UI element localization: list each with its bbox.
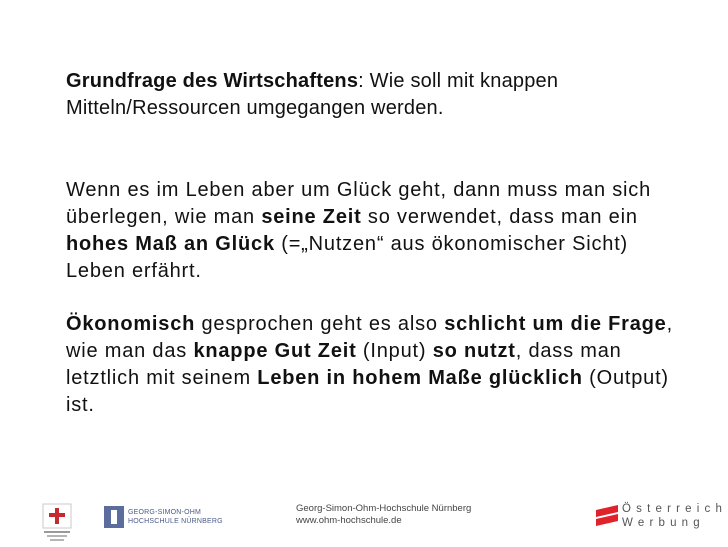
bold-phrase: Ökonomisch	[66, 313, 196, 335]
paragraph-economic-view	[66, 311, 686, 419]
text-run: gesprochen geht es also	[195, 313, 445, 335]
austria-flag-icon	[594, 504, 620, 532]
text-run: Wenn es im Leben aber um Glück geht, dann muss man sich überlegen, wie man	[66, 179, 652, 228]
bold-phrase: schlicht um die Frage	[444, 313, 667, 335]
text-run: , dass man letztlich mit seinem	[66, 340, 622, 389]
ohm-logo-line: GEORG-SIMON-OHM	[128, 509, 201, 516]
text-run: (Input)	[356, 340, 433, 362]
bold-phrase: knappe Gut Zeit	[193, 340, 357, 362]
partner-logo-icon	[40, 502, 74, 542]
oesterreich-werbung-logo	[594, 502, 728, 534]
bold-phrase: seine Zeit	[261, 206, 362, 228]
footer	[0, 492, 728, 546]
bold-phrase: Leben in hohem Maße glücklich	[257, 367, 583, 389]
text-run: , wie man das	[66, 313, 673, 362]
institution-name: Georg-Simon-Ohm-Hochschule Nürnberg	[296, 503, 472, 514]
text-run: (Output) ist.	[66, 367, 669, 416]
ow-line: Österreich	[622, 503, 728, 515]
partner-logo	[40, 502, 74, 542]
text-run: so verwendet, dass man ein	[361, 206, 638, 228]
bold-phrase: so nutzt	[432, 340, 516, 362]
ohm-logo-line: HOCHSCHULE NÜRNBERG	[128, 518, 223, 525]
ow-line: Werbung	[622, 517, 705, 529]
ohm-logo	[104, 504, 234, 534]
ohm-logo-text	[128, 508, 232, 526]
ohm-logo-mark-icon	[104, 506, 124, 528]
oesterreich-werbung-text	[622, 502, 728, 530]
text-run: : Wie soll mit knappen Mitteln/Ressourcen umgegangen werden.	[66, 70, 559, 119]
institution-url: www.ohm-hochschule.de	[296, 515, 402, 526]
footer-institution	[296, 503, 516, 527]
bold-phrase: hohes Maß an Glück	[66, 233, 275, 255]
paragraph-happiness-time	[66, 177, 686, 285]
text-run: (=„Nutzen“ aus ökonomischer Sicht) Leben erfährt.	[66, 233, 629, 282]
paragraph-basic-question	[66, 68, 686, 122]
bold-phrase: Grundfrage des Wirtschaftens	[66, 70, 359, 92]
